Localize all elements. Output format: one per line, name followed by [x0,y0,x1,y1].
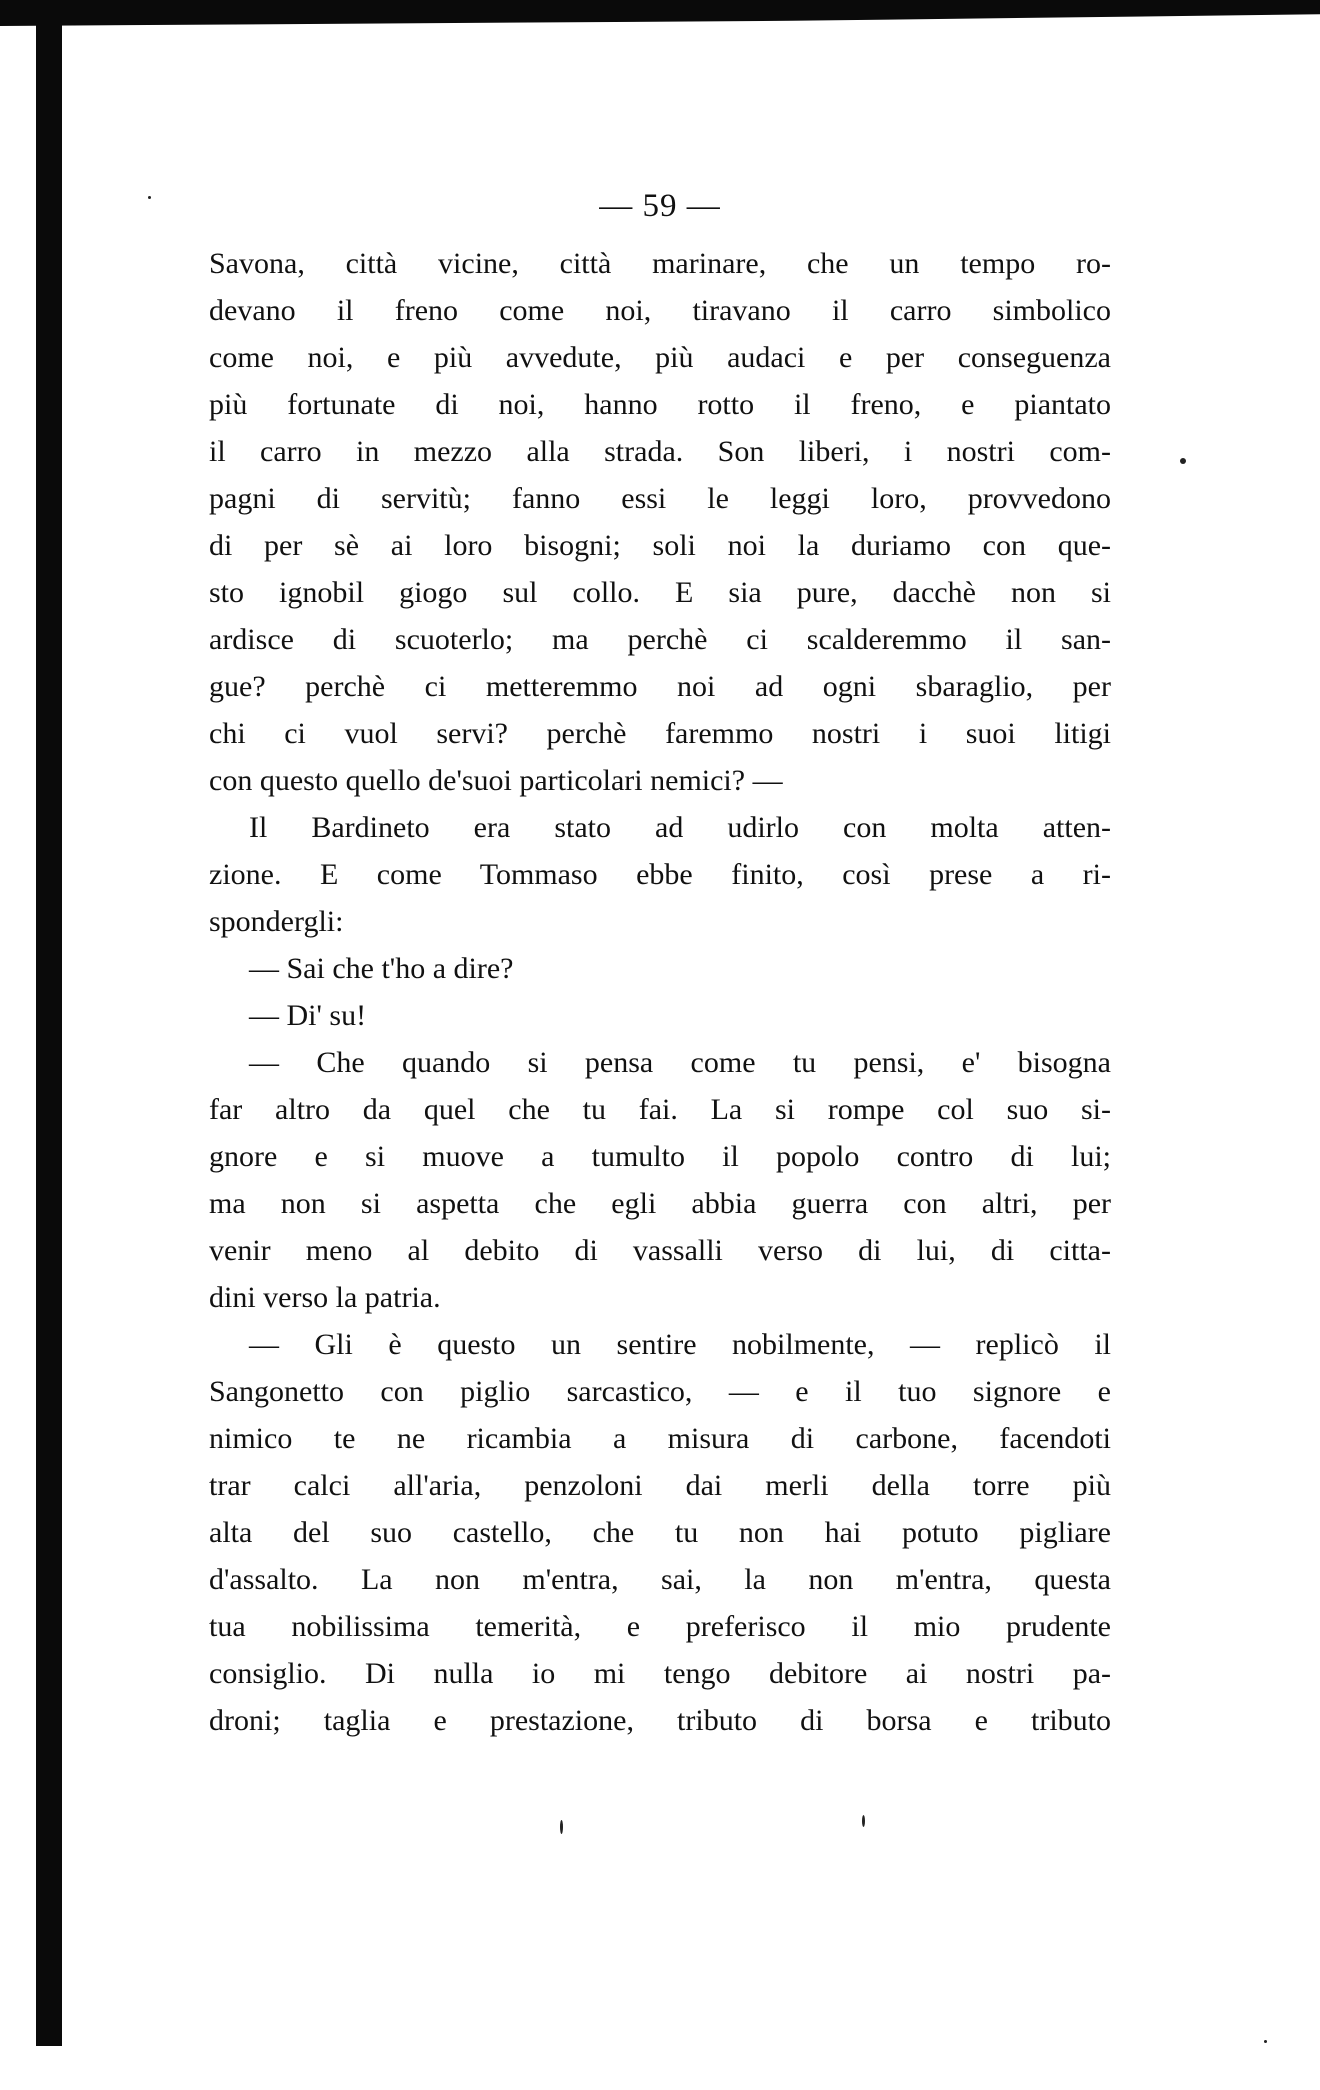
text-line: ardisce di scuoterlo; ma perchè ci scalderemmo il san- [209,623,1111,656]
text-line: Sangonetto con piglio sarcastico, — e il tuo signore e [209,1375,1111,1408]
text-line: il carro in mezzo alla strada. Son liberi, i nostri com- [209,435,1111,468]
body-text [209,240,1111,1744]
text-line: gue? perchè ci metteremmo noi ad ogni sbaraglio, per [209,670,1111,703]
text-line: trar calci all'aria, penzoloni dai merli della torre più [209,1469,1111,1502]
text-line: droni; taglia e prestazione, tributo di borsa e tributo [209,1704,1111,1737]
text-line: spondergli: [209,905,344,938]
text-line: di per sè ai loro bisogni; soli noi la duriamo con que- [209,529,1111,562]
text-line: devano il freno come noi, tiravano il carro simbolico [209,294,1111,327]
text-line: nimico te ne ricambia a misura di carbone, facendoti [209,1422,1111,1455]
text-line: d'assalto. La non m'entra, sai, la non m'entra, questa [209,1563,1111,1596]
text-line: chi ci vuol servi? perchè faremmo nostri i suoi litigi [209,717,1111,750]
scan-speck [560,1820,563,1834]
text-line: far altro da quel che tu fai. La si rompe col suo si- [209,1093,1111,1126]
text-line: pagni di servitù; fanno essi le leggi loro, provvedono [209,482,1111,515]
text-line: — Sai che t'ho a dire? [249,952,514,985]
scan-left-edge [36,0,62,2046]
text-line: come noi, e più avvedute, più audaci e per conseguenza [209,341,1111,374]
text-line: consiglio. Di nulla io mi tengo debitore ai nostri pa- [209,1657,1111,1690]
text-line: tua nobilissima temerità, e preferisco il mio prudente [209,1610,1111,1643]
text-line: venir meno al debito di vassalli verso di lui, di citta- [209,1234,1111,1267]
text-line: — Gli è questo un sentire nobilmente, — replicò il [249,1328,1111,1361]
text-line: dini verso la patria. [209,1281,441,1314]
scan-speck [148,196,151,199]
text-line: Savona, città vicine, città marinare, che un tempo ro- [209,247,1111,280]
text-line: con questo quello de'suoi particolari nemici? — [209,764,783,797]
scan-speck [862,1815,865,1827]
page-number: — 59 — [599,188,721,224]
text-line: sto ignobil giogo sul collo. E sia pure, dacchè non si [209,576,1111,609]
text-line: Il Bardineto era stato ad udirlo con molta atten- [249,811,1111,844]
text-line: più fortunate di noi, hanno rotto il freno, e piantato [209,388,1111,421]
text-line: — Di' su! [249,999,367,1032]
text-line: alta del suo castello, che tu non hai potuto pigliare [209,1516,1111,1549]
scan-top-edge [0,0,1320,26]
text-line: — Che quando si pensa come tu pensi, e' bisogna [249,1046,1111,1079]
scan-speck [1180,458,1186,464]
text-line: zione. E come Tommaso ebbe finito, così prese a ri- [209,858,1111,891]
text-line: ma non si aspetta che egli abbia guerra con altri, per [209,1187,1111,1220]
text-line: gnore e si muove a tumulto il popolo contro di lui; [209,1140,1111,1173]
scan-speck [1264,2040,1267,2043]
